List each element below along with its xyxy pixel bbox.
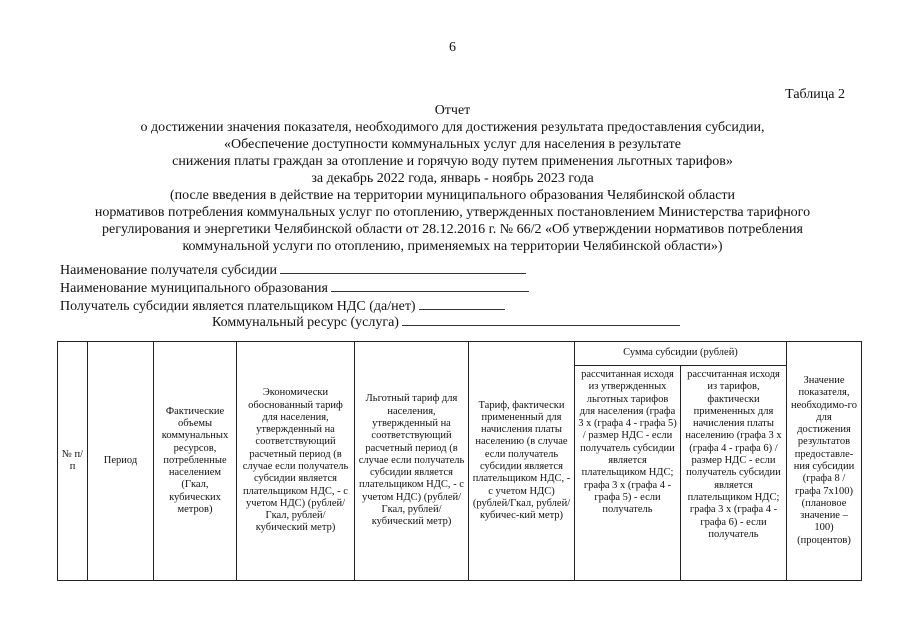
report-note-line: регулирования и энергетики Челябинской области от 28.12.2016 г. № 66/2 «Об утверждении нормативов потребления bbox=[102, 222, 803, 237]
report-note-line: коммунальной услуги по отоплению, применяемых на территории Челябинской области») bbox=[182, 239, 723, 254]
report-title: Отчет bbox=[434, 103, 471, 118]
municipality-blank[interactable] bbox=[331, 279, 529, 292]
report-title-line: о достижении значения показателя, необходимого для достижения результата предоставления субсидии, bbox=[140, 120, 765, 135]
header-econ-tariff: Экономически обоснованный тариф для населения, утвержденный на соответствующий расчетный период (в случае если получатель субсидии является плательщиком НДС, - с учетом НДС) (рублей/Гкал, рублей/кубический метр) bbox=[237, 342, 355, 581]
recipient-blank[interactable] bbox=[280, 261, 526, 274]
header-indicator: Значение показателя, необходимо-го для достижения результатов предоставле-ния субсидии (графа 8 / графа 7х100) (плановое значение – 100) (процентов) bbox=[787, 342, 862, 581]
resource-blank[interactable] bbox=[402, 313, 680, 326]
header-no: № п/п bbox=[58, 342, 88, 581]
resource-label: Коммунальный ресурс (услуга) bbox=[212, 315, 399, 330]
table-caption: Таблица 2 bbox=[785, 87, 845, 102]
vat-label: Получатель субсидии является плательщиком НДС (да/нет) bbox=[60, 299, 416, 314]
recipient-field bbox=[60, 261, 529, 279]
report-note-line: нормативов потребления коммунальных услуг по отоплению, утвержденных постановлением Министерства тарифного bbox=[94, 205, 811, 220]
header-volumes: Фактические объемы коммунальных ресурсов, потребленные населением (Гкал, кубических метров) bbox=[154, 342, 237, 581]
report-note-line: (после введения в действие на территории муниципального образования Челябинской области bbox=[169, 188, 736, 203]
header-pref-tariff: Льготный тариф для населения, утвержденный на соответствующий расчетный период (в случае если получатель субсидии является плательщиком НДС, - с учетом НДС) (рублей/Гкал, рублей/кубический метр) bbox=[355, 342, 469, 581]
header-subsidy-approved: рассчитанная исходя из утвержденных льготных тарифов для населения (графа 3 х (графа 4 - графа 5) / размер НДС - если получатель субсидии является плательщиком НДС; графа 3 х (графа 4 - графа 5) - если получатель bbox=[575, 366, 681, 581]
report-period: за декабрь 2022 года, январь - ноябрь 2023 года bbox=[311, 171, 594, 186]
page-number: 6 bbox=[449, 40, 456, 55]
municipality-field bbox=[60, 279, 529, 297]
header-subsidy-actual: рассчитанная исходя из тарифов, фактически примененных для начисления платы населению (графа 3 х (графа 4 - графа 6) / размер НДС - если получатель субсидии является плательщиком НДС; графа 3 х (графа 4 - графа 6) - если получатель bbox=[681, 366, 787, 581]
header-period: Период bbox=[88, 342, 154, 581]
report-table bbox=[57, 341, 862, 581]
municipality-label: Наименование муниципального образования bbox=[60, 281, 328, 296]
report-title-line: снижения платы граждан за отопление и горячую воду путем применения льготных тарифов» bbox=[172, 154, 733, 169]
resource-field bbox=[212, 313, 680, 331]
header-actual-tariff: Тариф, фактически примененный для начисления платы населению (в случае если получатель субсидии является плательщиком НДС, - с учетом НДС) (рублей/Гкал, рублей/кубичес-кий метр) bbox=[469, 342, 575, 581]
header-subsidy-group: Сумма субсидии (рублей) bbox=[575, 342, 787, 366]
form-fields bbox=[60, 261, 529, 315]
report-title-block bbox=[40, 102, 865, 255]
report-title-line: «Обеспечение доступности коммунальных услуг для населения в результате bbox=[224, 137, 681, 152]
recipient-label: Наименование получателя субсидии bbox=[60, 263, 277, 278]
vat-blank[interactable] bbox=[419, 297, 505, 310]
